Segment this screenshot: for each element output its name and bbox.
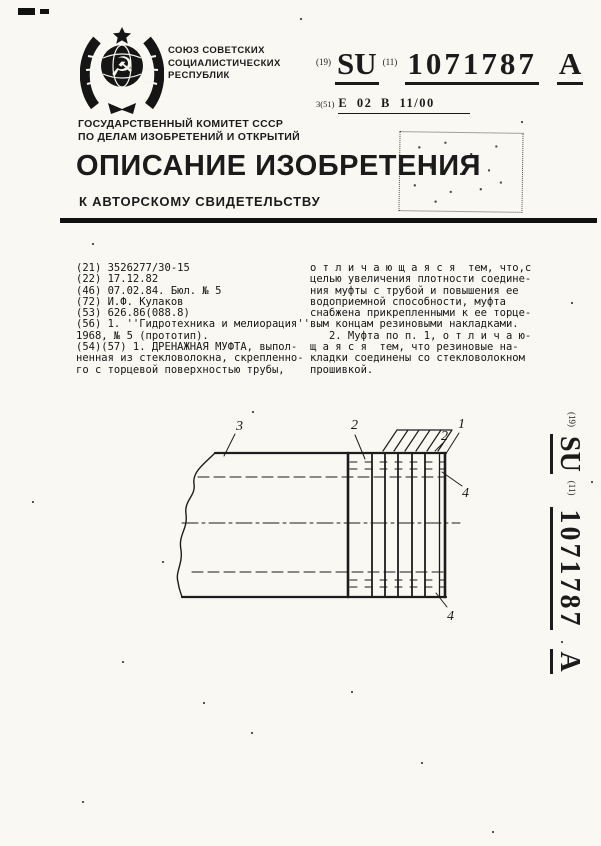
ref-label-2a: 2 (351, 418, 358, 433)
document-title: ОПИСАНИЕ ИЗОБРЕТЕНИЯ (76, 150, 481, 182)
ref-label-3: 3 (236, 419, 243, 434)
ipc-class: E 02 B 11/00 (338, 96, 470, 114)
document-subtitle: К АВТОРСКОМУ СВИДЕТЕЛЬСТВУ (79, 194, 321, 209)
ussr-coat-of-arms-icon (80, 26, 164, 116)
side-number-prefix: (11) (567, 480, 577, 496)
leader-2a (355, 435, 365, 459)
scan-noise (0, 0, 2, 2)
header-divider (60, 218, 597, 223)
stamp-artifact (398, 131, 523, 213)
coupling-dashes-top (350, 462, 444, 469)
ref-label-4a: 4 (462, 486, 469, 501)
bibliographic-data: (21) 3526277/30-15 (22) 17.12.82 (46) 07.02.84. Бюл. № 5 (72) И.Ф. Кулаков (53) 626.86(088.8) (56) 1. ''Гидротехника и мелиорация'' 1968, № 5 (прототип). (54)(57) 1. ДРЕНАЖНАЯ МУФТА, выпол- ненная из стекловолокна, скрепленно- го с торцевой поверхностью трубы, (76, 262, 310, 376)
committee-name: ГОСУДАРСТВЕННЫЙ КОМИТЕТ СССР ПО ДЕЛАМ ИЗОБРЕТЕНИЙ И ОТКРЫТИЙ (78, 118, 300, 144)
publication-number (316, 46, 583, 82)
patent-drawing (148, 402, 498, 637)
ipc-edition: 3(51) (316, 99, 335, 109)
doc-number: 1071787 (405, 46, 539, 85)
side-country-code: SU (550, 434, 585, 474)
number-prefix: (11) (382, 57, 398, 67)
country-code: SU (335, 46, 379, 85)
ref-label-4b: 4 (447, 609, 454, 624)
stamp-noise (401, 132, 403, 134)
break-line (177, 453, 215, 597)
ipc-classification (316, 94, 470, 114)
ref-label-2b: 2 (441, 429, 448, 444)
coupling-dashes-bottom (350, 580, 444, 587)
code-prefix: (19) (316, 57, 331, 67)
scan-artifact (40, 9, 49, 14)
abstract-claims: о т л и ч а ю щ а я с я тем, что,с целью увеличения плотности соедине- ния муфты с трубой и повышения ее водоприемной способности, муфта снабжена прикрепленными к ее торце- вым концам резиновыми накладками. 2. Муфта по п. 1, о т л и ч а ю- щ а я с я тем, что резиновые на- кладки соединены со стекловолокном прошивкой. (310, 262, 532, 376)
doc-kind: A (557, 46, 583, 85)
side-doc-kind: A (550, 649, 585, 673)
coupling-ribs (372, 453, 425, 597)
side-code-prefix: (19) (567, 412, 577, 427)
ref-label-1: 1 (458, 417, 465, 432)
union-name: СОЮЗ СОВЕТСКИХ СОЦИАЛИСТИЧЕСКИХ РЕСПУБЛИК (168, 45, 281, 81)
svg-text:☭: ☭ (109, 52, 135, 83)
scan-artifact (18, 8, 35, 15)
side-doc-number: 1071787 (550, 507, 585, 630)
side-publication-number (553, 412, 585, 674)
